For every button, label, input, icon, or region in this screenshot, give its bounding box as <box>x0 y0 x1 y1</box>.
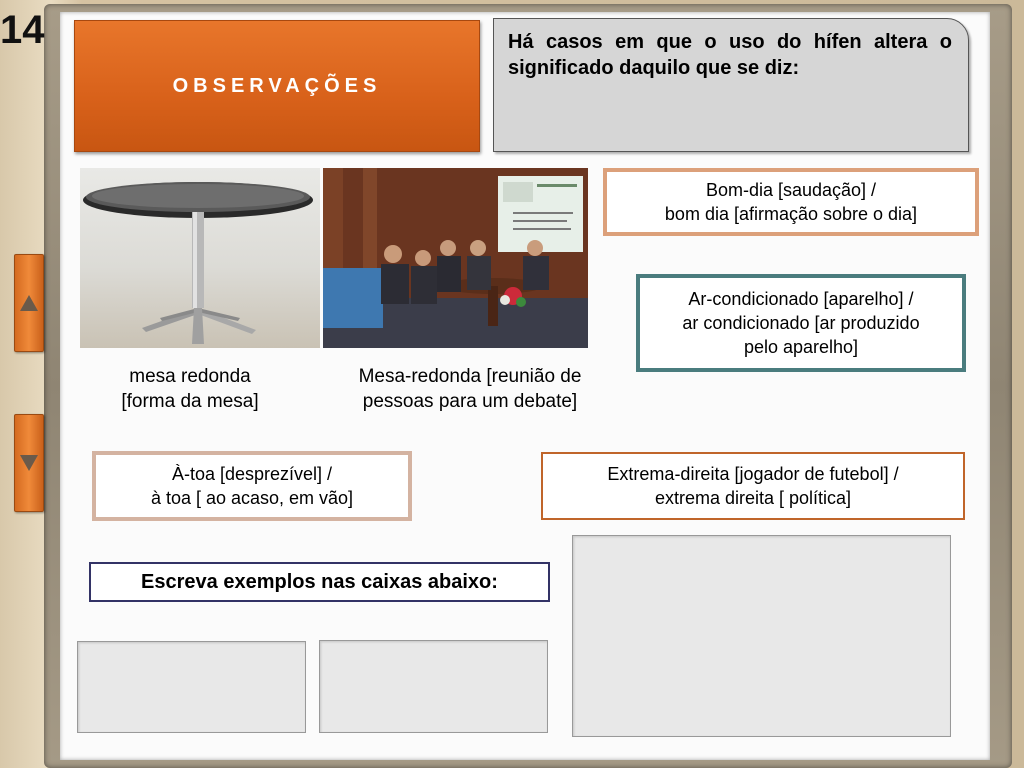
mesa-redonda-hyphen-caption <box>322 364 618 414</box>
note-line: À-toa [desprezível] / <box>171 464 333 484</box>
note-line: à toa [ ao acaso, em vão] <box>150 488 354 508</box>
caption-line: mesa redonda <box>129 366 251 387</box>
triangle-up-icon <box>19 294 39 312</box>
note-line: Ar-condicionado [aparelho] / <box>688 289 914 309</box>
ar-condicionado-note <box>636 274 966 372</box>
extrema-direita-note <box>541 452 965 520</box>
answer-box-2[interactable] <box>319 640 548 733</box>
note-line: Extrema-direita [jogador de futebol] / <box>607 464 899 484</box>
intro-text: Há casos em que o uso do hífen altera o significado daquilo que se diz: <box>508 31 952 79</box>
caption-line: [forma da mesa] <box>121 391 259 412</box>
note-line: bom dia [afirmação sobre o dia] <box>664 204 918 224</box>
title-text: OBSERVAÇÕES <box>172 74 382 97</box>
title-banner <box>74 20 480 152</box>
mesa-redonda-caption <box>92 364 288 414</box>
previous-slide-button[interactable] <box>14 254 44 352</box>
instruction-text: Escreva exemplos nas caixas abaixo: <box>141 571 498 593</box>
page-number: 14 <box>0 8 45 52</box>
a-toa-note <box>92 451 412 521</box>
intro-callout <box>493 18 969 152</box>
note-line: ar condicionado [ar produzido <box>682 313 920 333</box>
caption-line: Mesa-redonda [reunião de <box>358 366 582 387</box>
next-slide-button[interactable] <box>14 414 44 512</box>
note-line: pelo aparelho] <box>743 337 859 357</box>
round-table-meeting-photo <box>323 168 588 348</box>
answer-box-3[interactable] <box>572 535 951 737</box>
note-line: Bom-dia [saudação] / <box>705 180 877 200</box>
triangle-down-icon <box>19 454 39 472</box>
answer-box-1[interactable] <box>77 641 306 733</box>
round-table-photo <box>80 168 320 348</box>
caption-line: pessoas para um debate] <box>362 391 578 412</box>
note-line: extrema direita [ política] <box>654 488 852 508</box>
bom-dia-note <box>603 168 979 236</box>
exercise-instruction <box>89 562 550 602</box>
